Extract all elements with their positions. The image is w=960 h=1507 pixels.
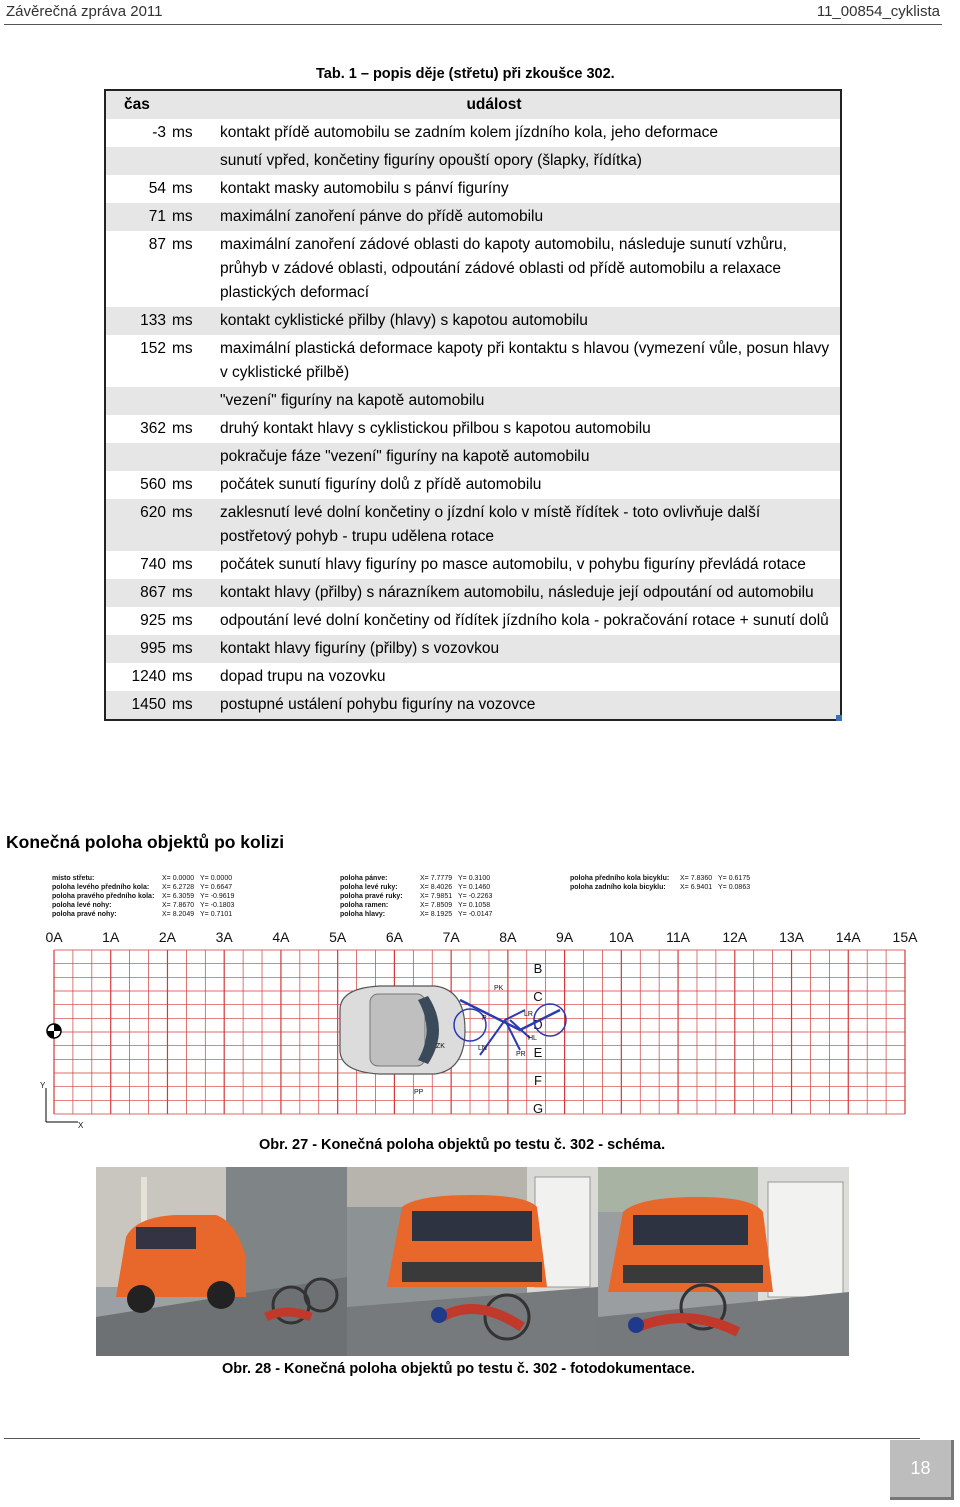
column-label: 11A [666,929,691,945]
legend-y-value: Y= 0.3100 [458,875,491,882]
cell-desc: zaklesnutí levé dolní končetiny o jízdní kolo v místě řídítek - toto ovlivňuje další postřetový pohyb - trupu udělena rotace [220,504,761,545]
cell-unit: ms [172,556,193,573]
legend-label: poloha ramen: [340,902,389,909]
figure-28-caption: Obr. 28 - Konečná poloha objektů po testu č. 302 - fotodokumentace. [222,1361,695,1377]
x-axis-label: X [78,1121,84,1130]
cell-desc: postupné ustálení pohybu figuríny na vozovce [220,696,536,713]
table-row [106,579,840,607]
column-label: 15A [892,929,918,945]
cell-unit: ms [172,420,193,437]
table-body [106,119,840,719]
legend-label: poloha zadního kola bicyklu: [570,884,666,891]
legend-label: místo střetu: [52,875,95,882]
table-row [106,691,840,719]
legend-x-value: X= 8.1925 [420,911,453,918]
legend-x-value: X= 8.4026 [420,884,453,891]
cell-unit: ms [172,612,193,629]
section-title: Konečná poloha objektů po kolizi [6,832,285,852]
legend-y-value: Y= 0.1460 [458,884,491,891]
legend-x-value: X= 7.8509 [420,902,453,909]
cell-unit [166,387,214,415]
dummy-figure [480,1010,530,1055]
table-row [106,119,840,147]
cell-desc: pokračuje fáze "vezení" figuríny na kapotě automobilu [220,448,590,465]
cell-unit: ms [172,208,193,225]
cell-desc: sunutí vpřed, končetiny figuríny opouští opory (šlapky, řídítka) [220,152,642,169]
event-table [104,89,842,721]
cell-desc: kontakt přídě automobilu se zadním kolem jízdního kola, jeho deformace [220,124,718,141]
table-row [106,415,840,443]
cell-time: 1450 [131,696,166,713]
table-row [106,607,840,635]
cell-unit: ms [172,668,193,685]
legend-x-value: X= 7.8360 [680,875,713,882]
row-label: C [533,989,543,1004]
cell-time: 740 [140,556,166,573]
cell-time [106,387,166,415]
marker-label: PR [516,1051,526,1058]
column-label: 8A [499,929,517,945]
legend-label: poloha levého předního kola: [52,884,150,891]
legend-x-value: X= 7.7779 [420,875,453,882]
cell-desc: kontakt hlavy (přilby) s nárazníkem automobilu, následuje její odpoutání od automobilu [220,584,814,601]
col-time-header: čas [124,96,150,113]
legend-y-value: Y= 0.0000 [200,875,233,882]
origin-marker-quadrant [47,1031,54,1038]
cell-time: 54 [148,180,166,197]
cell-desc: maximální zanoření zádové oblasti do kapoty automobilu, následuje sunutí vzhůru, průhyb v zádové oblasti, odpoutání zádové oblasti od přídě automobilu a relaxace plastických deformací [220,236,787,301]
legend-y-value: Y= 0.0863 [718,884,751,891]
column-label: 5A [329,929,347,945]
legend-x-value: X= 0.0000 [162,875,195,882]
legend-label: poloha pravé nohy: [52,911,117,918]
column-label: 6A [385,929,403,945]
legend-y-value: Y= 0.7101 [200,911,233,918]
marker-label: LN [478,1045,487,1052]
cell-desc: maximální plastická deformace kapoty při kontaktu s hlavou (vymezení vůle, posun hlavy v cyklistické přilbě) [220,340,830,381]
legend-label: poloha předního kola bicyklu: [570,875,670,882]
cell-time: 362 [140,420,166,437]
cell-desc: počátek sunutí figuríny dolů z přídě automobilu [220,476,542,493]
table-row [106,203,840,231]
y-axis-label: Y [40,1081,46,1090]
page-number: 18 [890,1440,954,1500]
legend-label: poloha hlavy: [340,911,386,918]
column-label: 9A [556,929,574,945]
collision-schema [40,870,920,1132]
header-project-id: 11_00854_cyklista [816,2,940,20]
legend-x-value: X= 6.9401 [680,884,713,891]
header-divider [4,24,942,25]
cell-time: 925 [140,612,166,629]
marker-label: ZK [436,1043,445,1050]
legend-y-value: Y= -0.1803 [200,902,235,909]
legend-y-value: Y= -0.9619 [200,893,235,900]
figure-27-caption: Obr. 27 - Konečná poloha objektů po testu č. 302 - schéma. [259,1137,666,1153]
row-label: D [533,1017,543,1032]
footer-divider [4,1438,920,1439]
cell-time: 87 [148,236,166,253]
row-label: E [533,1045,543,1060]
table-row [106,663,840,691]
cell-desc: dopad trupu na vozovku [220,668,386,685]
col-event-header: událost [466,96,522,113]
cell-unit: ms [172,180,193,197]
table-row [106,147,840,175]
table-row [106,387,840,415]
legend-x-value: X= 6.2728 [162,884,195,891]
legend-label: poloha pravého předního kola: [52,893,155,900]
row-label: F [534,1073,542,1088]
cell-time: 995 [140,640,166,657]
legend-x-value: X= 7.9851 [420,893,453,900]
marker-label: HL [528,1035,537,1042]
cell-time: 1240 [131,668,166,685]
legend-y-value: Y= 0.1058 [458,902,491,909]
column-label: 12A [722,929,748,945]
marker-label: PK [494,985,504,992]
legend-label: poloha pravé ruky: [340,893,403,900]
table-caption: Tab. 1 – popis děje (střetu) při zkoušce 302. [316,66,615,82]
legend-x-value: X= 6.3059 [162,893,195,900]
table-row [106,335,840,387]
legend-label: poloha levé ruky: [340,884,398,891]
column-label: 10A [608,929,634,945]
cell-time: 560 [140,476,166,493]
photo-strip [96,1167,849,1356]
cell-time [106,147,166,175]
cell-unit: ms [172,476,193,493]
cell-unit: ms [172,584,193,601]
cell-unit: ms [172,236,193,253]
marker-label: P [482,1015,487,1022]
column-label: 2A [158,929,177,945]
cell-desc: "vezení" figuríny na kapotě automobilu [220,392,485,409]
table-row [106,307,840,335]
column-label: 7A [442,929,460,945]
cell-time: 71 [148,208,166,225]
table-header-row [106,91,840,119]
column-label: 0A [45,929,63,945]
cell-desc: kontakt cyklistické přilby (hlavy) s kapotou automobilu [220,312,588,329]
cell-time: 867 [140,584,166,601]
cell-unit: ms [172,504,193,521]
cell-unit [166,147,214,175]
cell-desc: počátek sunutí hlavy figuríny po masce automobilu, v pohybu figuríny převládá rotace [220,556,806,573]
table-row [106,175,840,203]
cell-desc: druhý kontakt hlavy s cyklistickou přilbou s kapotou automobilu [220,420,651,437]
table-row [106,635,840,663]
cell-unit: ms [172,640,193,657]
column-label: 3A [215,929,233,945]
cell-desc: kontakt hlavy figuríny (přilby) s vozovkou [220,640,500,657]
legend-y-value: Y= 0.6647 [200,884,233,891]
column-label: 4A [272,929,290,945]
row-label: G [532,1101,544,1116]
table-row [106,499,840,551]
photo-front-view [347,1167,598,1356]
legend-label: poloha levé nohy: [52,902,112,909]
page-header [6,0,940,22]
marker-label: LR [524,1011,533,1018]
legend-y-value: Y= 0.6175 [718,875,751,882]
resize-handle-icon [836,715,842,721]
marker-label: PP [414,1089,424,1096]
cell-unit: ms [172,696,193,713]
cell-unit: ms [172,312,193,329]
legend-label: poloha pánve: [340,875,388,882]
cell-time: -3 [152,124,166,141]
cell-time [106,443,166,471]
column-label: 14A [835,929,861,945]
column-label: 13A [779,929,804,945]
legend-y-value: Y= -0.2263 [458,893,493,900]
legend-x-value: X= 7.8670 [162,902,195,909]
photo-side-view [96,1167,347,1356]
cell-time: 133 [140,312,166,329]
row-label: B [533,961,543,976]
cell-desc: odpoutání levé dolní končetiny od řídítek jízdního kola - pokračování rotace + sunutí dolů [220,612,829,629]
cell-desc: maximální zanoření pánve do přídě automobilu [220,208,544,225]
cell-unit: ms [172,340,193,357]
cell-desc: kontakt masky automobilu s pánví figuríny [220,180,509,197]
legend-y-value: Y= -0.0147 [458,911,493,918]
header-report-title: Závěrečná zpráva 2011 [6,2,163,20]
cell-unit: ms [172,124,193,141]
legend-x-value: X= 8.2049 [162,911,195,918]
photo-front-right-view [598,1167,849,1356]
cell-unit [166,443,214,471]
table-row [106,443,840,471]
cell-time: 152 [140,340,166,357]
car-roof [370,994,425,1066]
origin-marker-quadrant [54,1024,61,1031]
cell-time: 620 [140,504,166,521]
table-row [106,471,840,499]
column-label: 1A [102,929,120,945]
table-row [106,551,840,579]
table-row [106,231,840,307]
